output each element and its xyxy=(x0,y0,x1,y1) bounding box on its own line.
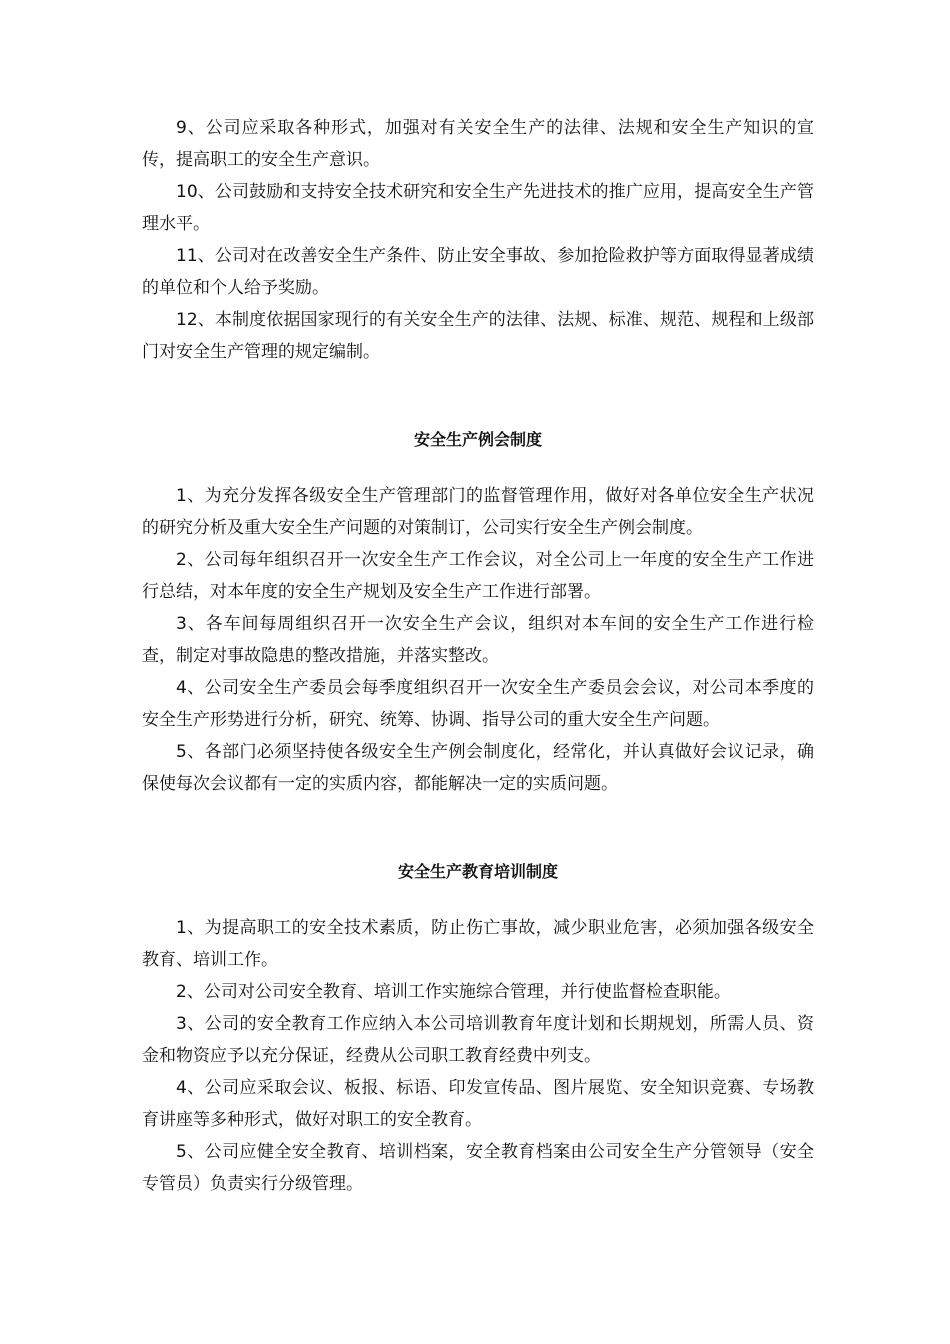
paragraph: 4、公司应采取会议、板报、标语、印发宣传品、图片展览、安全知识竞赛、专场教育讲座等多种形式，做好对职工的安全教育。 xyxy=(142,1078,814,1130)
section-training-system xyxy=(142,856,814,1200)
paragraph: 10、公司鼓励和支持安全技术研究和安全生产先进技术的推广应用，提高安全生产管理水平。 xyxy=(142,182,814,234)
paragraph: 12、本制度依据国家现行的有关安全生产的法律、法规、标准、规范、规程和上级部门对安全生产管理的规定编制。 xyxy=(142,310,814,362)
paragraph: 2、公司对公司安全教育、培训工作实施综合管理，并行使监督检查职能。 xyxy=(176,982,731,1002)
intro-block xyxy=(142,112,814,368)
paragraph: 2、公司每年组织召开一次安全生产工作会议，对全公司上一年度的安全生产工作进行总结，对本年度的安全生产规划及安全生产工作进行部署。 xyxy=(142,550,814,602)
paragraph: 1、为充分发挥各级安全生产管理部门的监督管理作用，做好对各单位安全生产状况的研究分析及重大安全生产问题的对策制订，公司实行安全生产例会制度。 xyxy=(142,486,814,538)
section-title: 安全生产教育培训制度 xyxy=(397,862,558,881)
spacer xyxy=(142,800,814,856)
document-page xyxy=(142,112,814,1200)
paragraph: 3、公司的安全教育工作应纳入本公司培训教育年度计划和长期规划，所需人员、资金和物资应予以充分保证，经费从公司职工教育经费中列支。 xyxy=(142,1014,814,1066)
spacer xyxy=(142,456,814,480)
paragraph: 3、各车间每周组织召开一次安全生产会议，组织对本车间的安全生产工作进行检查，制定对事故隐患的整改措施，并落实整改。 xyxy=(142,614,814,666)
section-meeting-system xyxy=(142,424,814,800)
paragraph: 5、各部门必须坚持使各级安全生产例会制度化，经常化，并认真做好会议记录，确保使每次会议都有一定的实质内容，都能解决一定的实质问题。 xyxy=(142,742,814,794)
paragraph: 1、为提高职工的安全技术素质，防止伤亡事故，减少职业危害，必须加强各级安全教育、培训工作。 xyxy=(142,918,814,970)
spacer xyxy=(142,368,814,424)
paragraph: 11、公司对在改善安全生产条件、防止安全事故、参加抢险救护等方面取得显著成绩的单位和个人给予奖励。 xyxy=(142,246,814,298)
spacer xyxy=(142,888,814,912)
paragraph: 4、公司安全生产委员会每季度组织召开一次安全生产委员会会议，对公司本季度的安全生产形势进行分析，研究、统筹、协调、指导公司的重大安全生产问题。 xyxy=(142,678,814,730)
section-title: 安全生产例会制度 xyxy=(413,430,542,449)
paragraph: 9、公司应采取各种形式，加强对有关安全生产的法律、法规和安全生产知识的宣传，提高职工的安全生产意识。 xyxy=(142,118,814,170)
paragraph: 5、公司应健全安全教育、培训档案，安全教育档案由公司安全生产分管领导（安全专管员）负责实行分级管理。 xyxy=(142,1142,814,1194)
